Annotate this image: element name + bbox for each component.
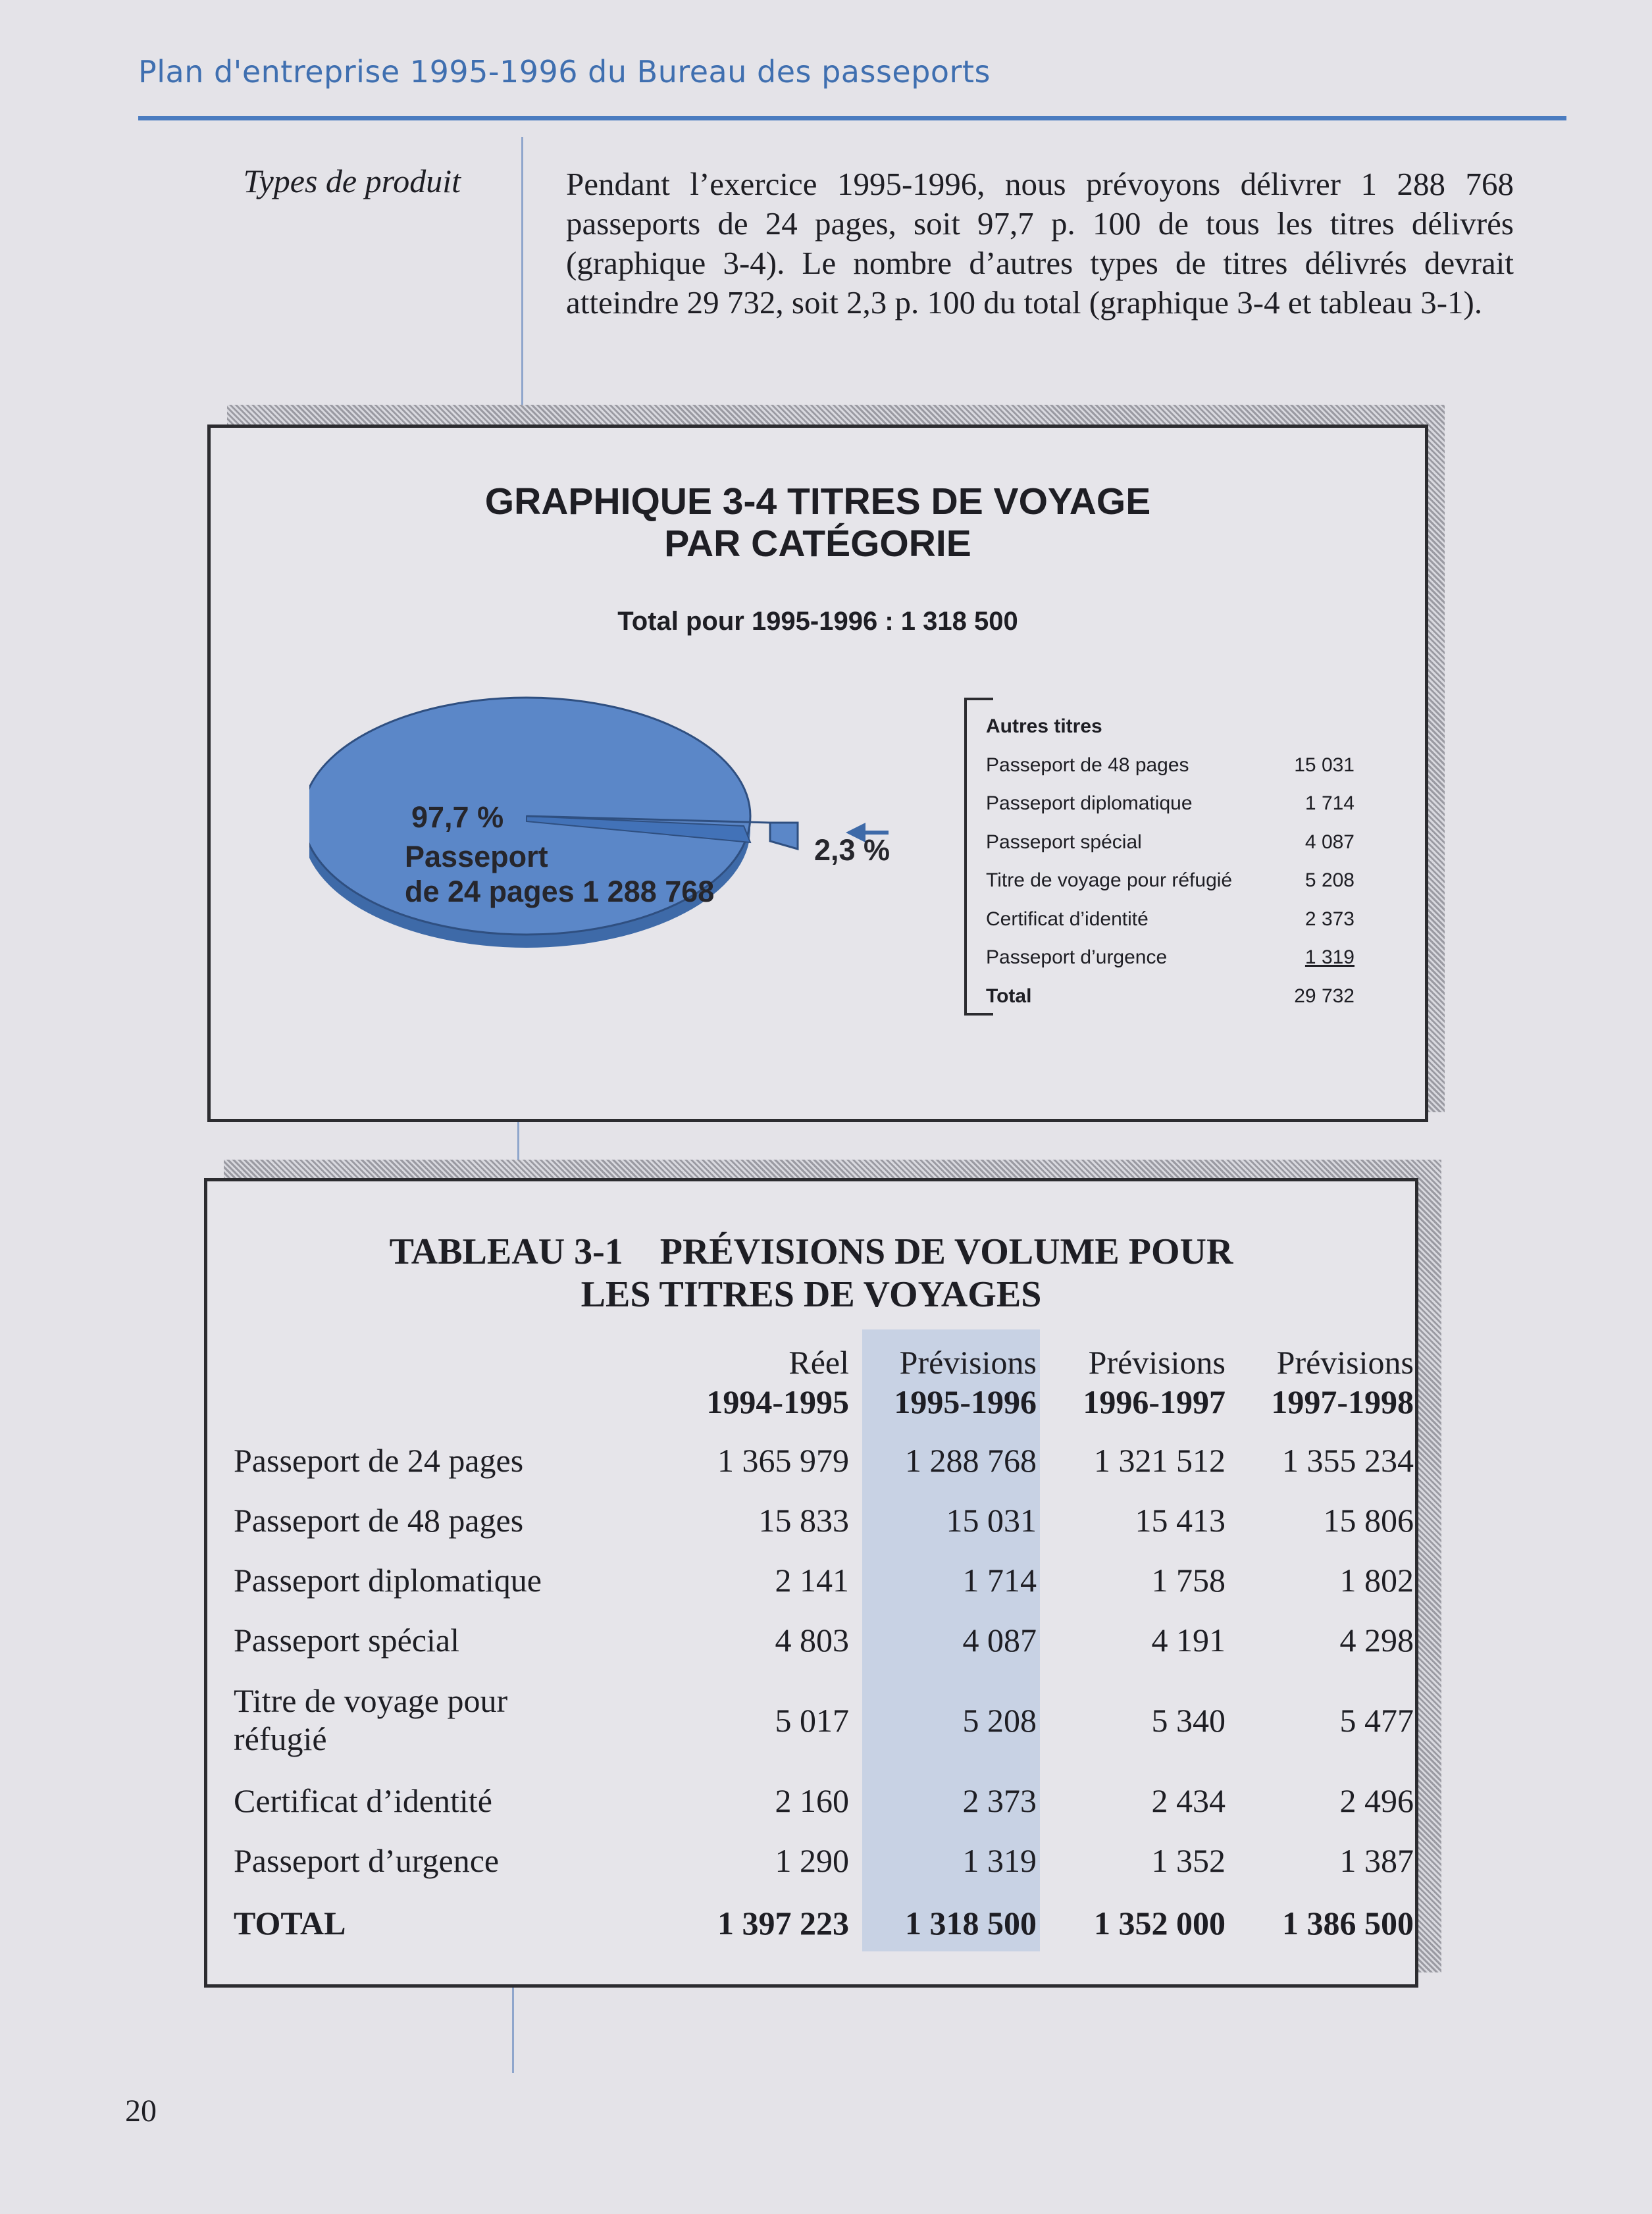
- figure-subtitle: Total pour 1995-1996 : 1 318 500: [617, 607, 1018, 636]
- legend-total-label: Total: [986, 985, 1032, 1007]
- legend-row: [986, 939, 1355, 977]
- cell: 1 290: [775, 1842, 849, 1879]
- row-label: Passeport de 24 pages: [234, 1442, 524, 1479]
- legend-value: 15 031: [1294, 754, 1355, 776]
- cell: 1 288 768: [905, 1442, 1037, 1479]
- cell: 1 758: [1151, 1562, 1226, 1599]
- column-year: 1995-1996: [894, 1383, 1037, 1420]
- cell: 1 352: [1151, 1842, 1226, 1879]
- column-header: [846, 1343, 1037, 1422]
- row-label: Titre de voyage pour réfugié: [234, 1682, 508, 1757]
- legend-title: Autres titres: [986, 715, 1102, 738]
- row-label: Passeport diplomatique: [234, 1562, 542, 1599]
- column-year: 1994-1995: [706, 1383, 849, 1420]
- cell: 2 141: [775, 1562, 849, 1599]
- pie-main-name-line2: de 24 pages 1 288 768: [405, 875, 715, 908]
- legend-label: Certificat d’identité: [986, 908, 1149, 930]
- cell: 15 833: [758, 1502, 849, 1539]
- legend-row: [986, 862, 1355, 900]
- total-cell: 1 397 223: [717, 1905, 849, 1942]
- total-cell: 1 318 500: [905, 1905, 1037, 1942]
- legend-total-row: [986, 977, 1355, 1016]
- cell: 1 355 234: [1282, 1442, 1414, 1479]
- column-year: 1997-1998: [1271, 1383, 1414, 1420]
- table-title-line1: TABLEAU 3-1 PRÉVISIONS DE VOLUME POUR: [389, 1231, 1233, 1272]
- column-header: [1223, 1343, 1414, 1422]
- legend-table: [986, 708, 1355, 1016]
- pie-other-percent: 2,3 %: [814, 833, 891, 867]
- legend-label: Passeport de 48 pages: [986, 754, 1189, 776]
- pie-main-name-line1: Passeport: [405, 840, 548, 873]
- row-label: Certificat d’identité: [234, 1782, 492, 1819]
- row-label: Passeport de 48 pages: [234, 1502, 524, 1539]
- legend-value: 2 373: [1304, 908, 1355, 930]
- cell: 1 802: [1339, 1562, 1414, 1599]
- cell: 5 208: [962, 1702, 1037, 1739]
- cell: 15 413: [1135, 1502, 1226, 1539]
- header-title: Plan d'entreprise 1995-1996 du Bureau des passeports: [138, 54, 991, 90]
- column-year: 1996-1997: [1083, 1383, 1226, 1420]
- legend-value: 1 319: [1304, 946, 1355, 969]
- page-number: 20: [125, 2094, 157, 2128]
- cell: 1 714: [962, 1562, 1037, 1599]
- legend-value: 5 208: [1304, 869, 1355, 892]
- pie-slice-other-exploded: [770, 823, 798, 849]
- legend-row: [986, 823, 1355, 862]
- figure-panel: [207, 425, 1428, 1122]
- cell: 1 365 979: [717, 1442, 849, 1479]
- cell: 2 434: [1151, 1782, 1226, 1819]
- total-cell: 1 386 500: [1282, 1905, 1414, 1942]
- intro-paragraph: Pendant l’exercice 1995-1996, nous prévoyons délivrer 1 288 768 passeports de 24 pages, soit 97,7 p. 100 de tous les titres délivrés (graphique 3-4). Le nombre d’autres types de titres délivrés devrait atteindre 29 732, soit 2,3 p. 100 du total (graphique 3-4 et tableau 3-1).: [566, 166, 1514, 321]
- row-label: Passeport d’urgence: [234, 1842, 500, 1879]
- column-label: Prévisions: [1276, 1344, 1414, 1381]
- column-label: Prévisions: [899, 1344, 1037, 1381]
- legend-total-value: 29 732: [1294, 985, 1355, 1007]
- cell: 2 496: [1339, 1782, 1414, 1819]
- legend-row: [986, 785, 1355, 823]
- table-title-line2: LES TITRES DE VOYAGES: [581, 1274, 1042, 1315]
- cell: 5 477: [1339, 1702, 1414, 1739]
- cell: 1 321 512: [1094, 1442, 1226, 1479]
- cell: 2 160: [775, 1782, 849, 1819]
- column-label: Prévisions: [1088, 1344, 1226, 1381]
- cell: 1 319: [962, 1842, 1037, 1879]
- legend-label: Passeport d’urgence: [986, 946, 1168, 969]
- cell: 4 191: [1151, 1622, 1226, 1659]
- legend-label: Passeport spécial: [986, 831, 1142, 853]
- column-label: Réel: [788, 1344, 849, 1381]
- table-panel: [204, 1178, 1418, 1988]
- header-rule: [138, 116, 1566, 120]
- legend-row: [986, 900, 1355, 939]
- total-label: TOTAL: [234, 1905, 346, 1942]
- cell: 5 017: [775, 1702, 849, 1739]
- figure-title-line1: GRAPHIQUE 3-4 TITRES DE VOYAGE: [484, 480, 1151, 523]
- legend-value: 4 087: [1304, 831, 1355, 853]
- cell: 5 340: [1151, 1702, 1226, 1739]
- row-label: Passeport spécial: [234, 1622, 459, 1659]
- cell: 4 803: [775, 1622, 849, 1659]
- cell: 15 806: [1323, 1502, 1414, 1539]
- section-label: Types de produit: [243, 163, 461, 199]
- legend-label: Passeport diplomatique: [986, 792, 1193, 815]
- cell: 2 373: [962, 1782, 1037, 1819]
- column-header: [658, 1343, 849, 1422]
- legend-value: 1 714: [1304, 792, 1355, 815]
- vertical-rule: [521, 137, 523, 413]
- cell: 4 298: [1339, 1622, 1414, 1659]
- legend-row: [986, 746, 1355, 785]
- figure-title-line2: PAR CATÉGORIE: [664, 523, 971, 565]
- cell: 4 087: [962, 1622, 1037, 1659]
- legend-label: Titre de voyage pour réfugié: [986, 869, 1233, 892]
- column-header: [1035, 1343, 1226, 1422]
- cell: 15 031: [946, 1502, 1037, 1539]
- pie-main-percent: 97,7 %: [411, 800, 504, 834]
- vertical-rule: [512, 1986, 514, 2073]
- cell: 1 387: [1339, 1842, 1414, 1879]
- total-cell: 1 352 000: [1094, 1905, 1226, 1942]
